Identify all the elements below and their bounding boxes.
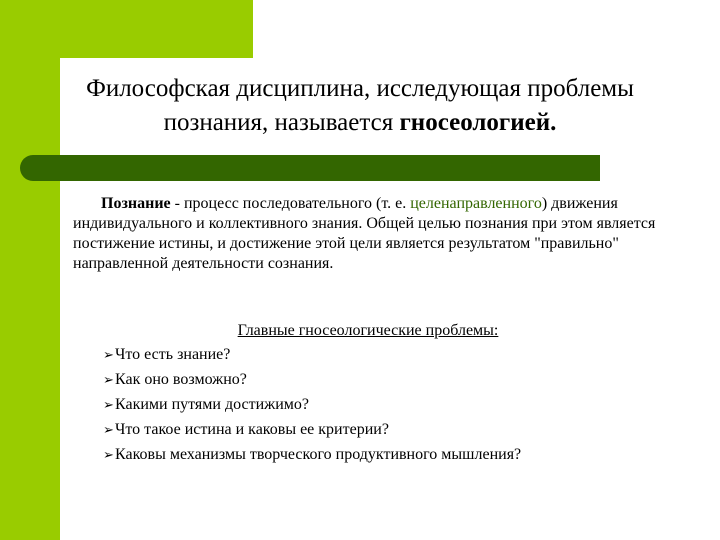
definition-text-b: ) движения индивидуального и коллективного знания. Общей целью познания при этом является постижение истины, и достижение этой цели является результатом "правильно" направленной деятельности сознания. [73,195,656,272]
list-item [103,420,703,445]
list-item-text: Как оно возможно? [115,371,247,388]
list-item [103,445,703,470]
title-line-2-text: познания, называется [163,109,400,136]
left-accent-bar [0,0,60,540]
highlighted-word-part-1: целена [410,195,457,212]
list-item-text: Что есть знание? [115,346,231,363]
list-item-text: Что такое истина и каковы ее критерии? [115,421,389,438]
definition-paragraph [73,194,663,274]
title-bold-term: гносеологией. [399,109,557,136]
highlighted-word-part-2: правленного [456,195,542,212]
arrow-bullet-icon: ➢ [103,372,114,387]
list-item-text: Какими путями достижимо? [115,396,310,413]
arrow-bullet-icon: ➢ [103,347,114,362]
arrow-bullet-icon: ➢ [103,397,114,412]
list-item [103,395,703,420]
title-line-2 [60,106,660,140]
list-item-text: Каковы механизмы творческого продуктивного мышления? [115,446,522,463]
problems-heading: Главные гносеологические проблемы: [237,322,499,339]
arrow-bullet-icon: ➢ [103,447,114,462]
divider-bar [20,155,600,181]
slide-title [60,72,660,140]
list-item [103,370,703,395]
definition-term: Познание [101,195,171,212]
arrow-bullet-icon: ➢ [103,422,114,437]
definition-text-a: - процесс последовательного (т. е. [170,195,411,212]
problems-list [103,345,703,470]
title-line-1: Философская дисциплина, исследующая проблемы [86,75,634,102]
top-accent-block [0,0,253,58]
list-item [103,345,703,370]
